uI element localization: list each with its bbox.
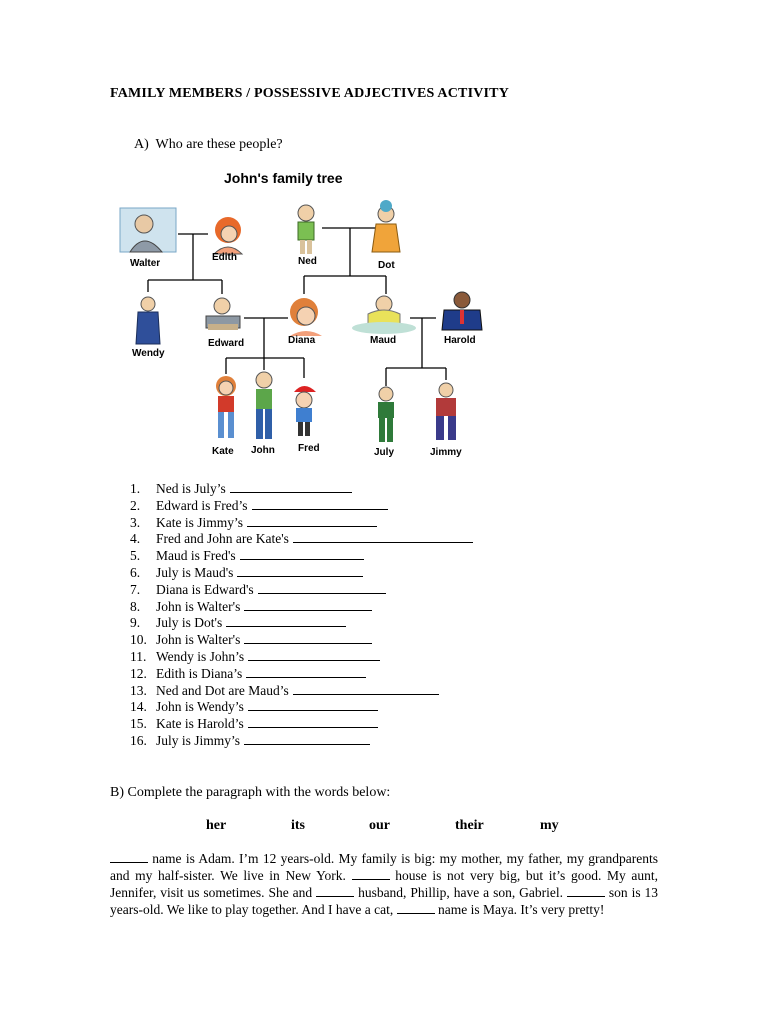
question-text: Edith is Diana’s — [156, 665, 243, 681]
july-figure — [378, 387, 394, 442]
question-text: Kate is Jimmy’s — [156, 514, 243, 530]
jimmy-figure — [436, 383, 456, 440]
word-bank-item: our — [369, 818, 390, 833]
answer-blank[interactable] — [246, 666, 366, 678]
paragraph-text: son is 13 years-old. We like to play together. And I have a cat, — [110, 885, 659, 917]
answer-blank[interactable] — [252, 498, 388, 510]
question-item — [130, 565, 473, 582]
question-text: Diana is Edward's — [156, 581, 254, 597]
fill-in-paragraph — [110, 850, 658, 918]
fred-figure — [294, 386, 316, 436]
edward-figure — [206, 298, 240, 330]
tree-label-dot: Dot — [378, 260, 395, 271]
worksheet-title: FAMILY MEMBERS / POSSESSIVE ADJECTIVES ACTIVITY — [110, 86, 510, 101]
tree-label-kate: Kate — [212, 446, 234, 457]
tree-label-maud: Maud — [370, 335, 397, 346]
section-b-prompt: Complete the paragraph with the words below: — [127, 785, 391, 800]
question-number: 10. — [130, 632, 147, 648]
answer-blank[interactable] — [352, 868, 390, 880]
question-text: Ned and Dot are Maud’s — [156, 682, 289, 698]
wendy-figure — [136, 297, 160, 344]
tree-label-harold: Harold — [444, 335, 476, 346]
answer-blank[interactable] — [240, 548, 364, 560]
question-text: Ned is July’s — [156, 481, 226, 496]
tree-label-edward: Edward — [208, 338, 245, 349]
family-tree — [118, 168, 490, 462]
question-item — [130, 498, 473, 515]
diana-figure — [290, 298, 322, 336]
question-text: July is Jimmy’s — [156, 732, 241, 748]
word-bank-item: its — [291, 818, 305, 833]
paragraph-text: house is not very big, but it’s good. My aunt, Jennifer, visit us sometimes. She and — [110, 868, 659, 900]
tree-label-ned: Ned — [298, 256, 317, 267]
question-number: 6. — [130, 564, 141, 580]
question-number: 9. — [130, 615, 141, 631]
answer-blank[interactable] — [567, 885, 605, 897]
question-number: 11. — [130, 648, 147, 664]
answer-blank[interactable] — [248, 716, 378, 728]
question-item — [130, 615, 473, 632]
paragraph-text: husband, Phillip, have a son, Gabriel. — [358, 885, 563, 900]
section-a-label: A) — [134, 137, 149, 152]
tree-label-jimmy: Jimmy — [430, 447, 462, 458]
question-text: Edward is Fred’s — [156, 497, 248, 513]
question-item — [130, 548, 473, 565]
edith-figure — [214, 217, 242, 254]
question-item — [130, 515, 473, 532]
question-number: 8. — [130, 598, 141, 614]
question-text: Kate is Harold’s — [156, 716, 244, 732]
question-item — [130, 481, 473, 498]
question-text: July is Dot's — [156, 615, 223, 631]
ned-figure — [298, 205, 314, 254]
answer-blank[interactable] — [397, 902, 435, 914]
walter-figure — [120, 208, 176, 252]
harold-figure — [442, 292, 482, 330]
question-number: 13. — [130, 682, 147, 698]
question-number: 3. — [130, 514, 141, 530]
answer-blank[interactable] — [244, 733, 370, 745]
question-number: 1. — [130, 481, 141, 496]
answer-blank[interactable] — [247, 515, 377, 527]
word-bank-item: my — [540, 818, 559, 833]
question-number: 4. — [130, 531, 141, 547]
question-number: 12. — [130, 665, 147, 681]
question-item — [130, 666, 473, 683]
tree-label-diana: Diana — [288, 335, 316, 346]
tree-label-fred: Fred — [298, 443, 320, 454]
paragraph-text: name is Adam. I’m 12 years-old. My family is big: my mother, my father, my grandparents and my half-sister. We live in New York. — [110, 851, 658, 883]
question-text: Wendy is John’s — [156, 648, 245, 664]
question-number: 16. — [130, 732, 147, 748]
question-item — [130, 733, 473, 750]
dot-figure — [372, 200, 400, 252]
tree-label-john: John — [251, 445, 275, 456]
word-bank-item: their — [455, 818, 484, 833]
word-bank-item: her — [206, 818, 227, 833]
answer-blank[interactable] — [248, 649, 380, 661]
section-b-label: B) — [110, 785, 124, 800]
answer-blank[interactable] — [244, 632, 372, 644]
section-a-heading — [134, 137, 283, 153]
question-number: 2. — [130, 497, 141, 513]
question-item — [130, 649, 473, 666]
question-number: 5. — [130, 548, 141, 564]
answer-blank[interactable] — [226, 615, 346, 627]
question-list — [130, 481, 473, 750]
answer-blank[interactable] — [110, 851, 148, 863]
question-text: John is Walter's — [156, 632, 241, 648]
question-item — [130, 716, 473, 733]
answer-blank[interactable] — [293, 531, 473, 543]
tree-label-edith: Edith — [212, 252, 237, 263]
question-text: July is Maud's — [156, 564, 234, 580]
john-figure — [256, 372, 272, 439]
question-number: 15. — [130, 716, 147, 732]
answer-blank[interactable] — [244, 599, 372, 611]
answer-blank[interactable] — [293, 683, 439, 695]
question-item — [130, 683, 473, 700]
question-item — [130, 632, 473, 649]
section-a-prompt: Who are these people? — [155, 137, 283, 152]
tree-label-july: July — [374, 447, 395, 458]
tree-label-walter: Walter — [130, 258, 161, 269]
question-number: 14. — [130, 699, 147, 715]
answer-blank[interactable] — [237, 565, 363, 577]
maud-figure — [352, 296, 416, 334]
question-number: 7. — [130, 581, 141, 597]
kate-figure — [216, 376, 236, 438]
question-text: Maud is Fred's — [156, 548, 236, 564]
question-item — [130, 582, 473, 599]
section-b-heading — [110, 785, 390, 801]
question-text: Fred and John are Kate's — [156, 531, 289, 547]
answer-blank[interactable] — [230, 481, 352, 493]
question-item — [130, 699, 473, 716]
family-tree-drawing — [118, 168, 490, 462]
answer-blank[interactable] — [258, 582, 386, 594]
question-item — [130, 599, 473, 616]
family-tree-title: John's family tree — [224, 170, 343, 186]
answer-blank[interactable] — [316, 885, 354, 897]
question-text: John is Walter's — [156, 598, 241, 614]
question-text: John is Wendy’s — [156, 699, 244, 715]
question-item — [130, 531, 473, 548]
paragraph-text: name is Maya. It’s very pretty! — [437, 902, 605, 917]
tree-label-wendy: Wendy — [132, 348, 165, 359]
answer-blank[interactable] — [248, 699, 378, 711]
